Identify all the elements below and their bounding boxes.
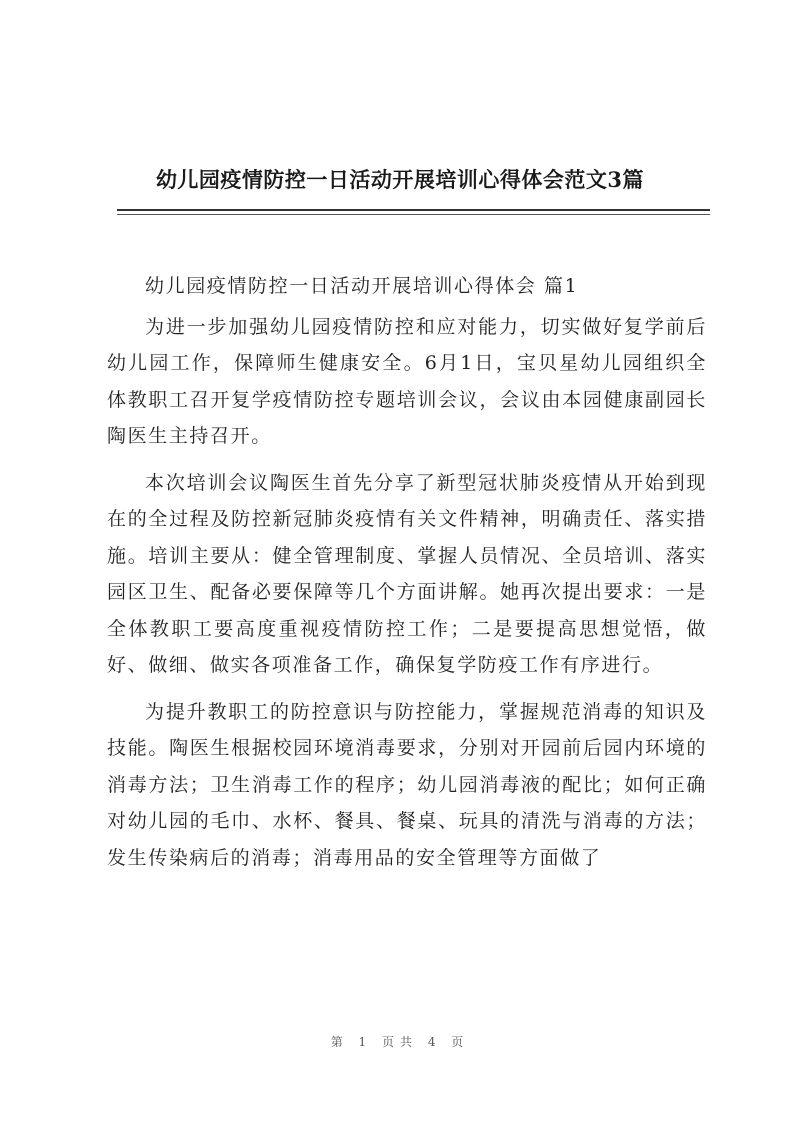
paragraph-2: 本次培训会议陶医生首先分享了新型冠状肺炎疫情从开始到现在的全过程及防控新冠肺炎疫情有关文件精神，明确责任、落实措施。培训主要从：健全管理制度、掌握人员情况、全员培训、落实园区卫生、配备必要保障等几个方面讲解。她再次提出要求：一是全体教职工要高度重视疫情防控工作；二是要提高思想觉悟，做好、做细、做实各项准备工作，确保复学防疫工作有序进行。 xyxy=(107,471,707,676)
page-title: 幼儿园疫情防控一日活动开展培训心得体会范文3篇 xyxy=(155,167,645,192)
title-divider-thin xyxy=(117,214,710,215)
paragraph-1: 为进一步加强幼儿园疫情防控和应对能力，切实做好复学前后幼儿园工作，保障师生健康安全。6月1日，宝贝星幼儿园组织全体教职工召开复学疫情防控专题培训会议，会议由本园健康副园长陶医生主持召开。 xyxy=(107,315,707,447)
document-body xyxy=(107,268,707,886)
page-footer: 第 1 页共 4 页 xyxy=(330,1035,470,1049)
title-divider xyxy=(117,209,710,211)
paragraph-3: 为提升教职工的防控意识与防控能力，掌握规范消毒的知识及技能。陶医生根据校园环境消毒要求，分别对开园前后园内环境的消毒方法；卫生消毒工作的程序；幼儿园消毒液的配比；如何正确对幼儿园的毛巾、水杯、餐具、餐桌、玩具的清洗与消毒的方法；发生传染病后的消毒；消毒用品的安全管理等方面做了 xyxy=(107,700,707,869)
section-heading: 幼儿园疫情防控一日活动开展培训心得体会 篇1 xyxy=(145,275,579,297)
